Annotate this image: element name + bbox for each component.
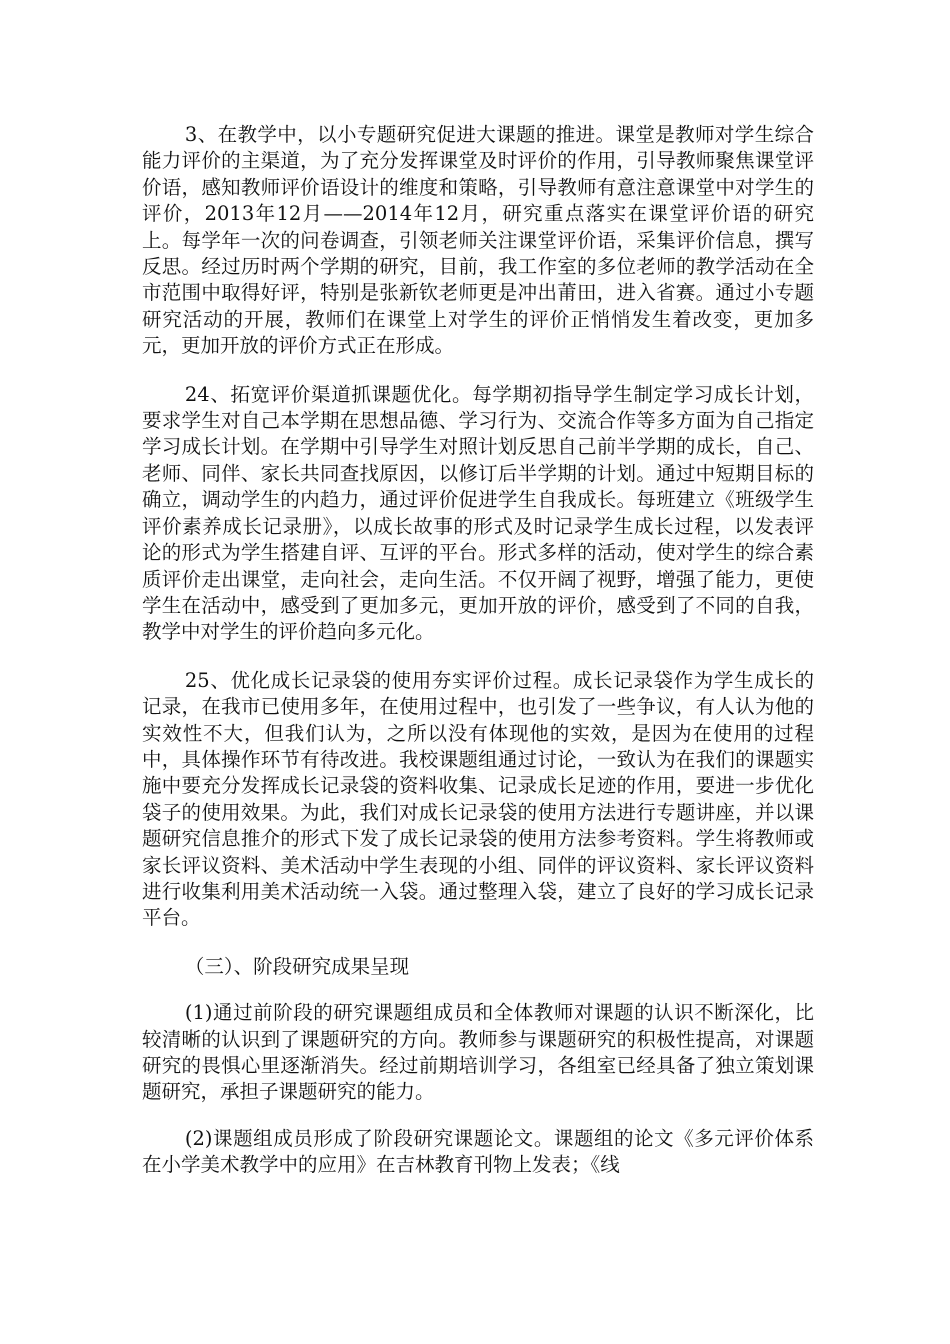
paragraph-item-24: 24、拓宽评价渠道抓课题优化。每学期初指导学生制定学习成长计划，要求学生对自己本学期在思想品德、学习行为、交流合作等多方面为自己指定学习成长计划。在学期中引导学生对照计划反思自己前半学期的成长，自己、老师、同伴、家长共同查找原因，以修订后半学期的计划。通过中短期目标的确立，调动学生的内趋力，通过评价促进学生自我成长。每班建立《班级学生评价素养成长记录册》，以成长故事的形式及时记录学生成长过程，以发表评论的形式为学生搭建自评、互评的平台。形式多样的活动，使对学生的综合素质评价走出课堂，走向社会，走向生活。不仅开阔了视野，增强了能力，更使学生在活动中，感受到了更加多元，更加开放的评价，感受到了不同的自我，教学中对学生的评价趋向多元化。 bbox=[142, 382, 814, 644]
paragraph-item-25: 25、优化成长记录袋的使用夯实评价过程。成长记录袋作为学生成长的记录，在我市已使用多年，在使用过程中，也引发了一些争议，有人认为他的实效性不大，但我们认为，之所以没有体现他的实效，是因为在使用的过程中，具体操作环节有待改进。我校课题组通过讨论，一致认为在我们的课题实施中要充分发挥成长记录袋的资料收集、记录成长足迹的作用，要进一步优化袋子的使用效果。为此，我们对成长记录袋的使用方法进行专题讲座，并以课题研究信息推介的形式下发了成长记录袋的使用方法参考资料。学生将教师或家长评议资料、美术活动中学生表现的小组、同伴的评议资料、家长评议资料进行收集利用美术活动统一入袋。通过整理入袋，建立了良好的学习成长记录平台。 bbox=[142, 668, 814, 930]
section-heading: （三）、阶段研究成果呈现 bbox=[184, 954, 410, 978]
result-item-1: (1)通过前阶段的研究课题组成员和全体教师对课题的认识不断深化，比较清晰的认识到了课题研究的方向。教师参与课题研究的积极性提高，对课题研究的畏惧心里逐渐消失。经过前期培训学习，各组室已经具备了独立策划课题研究，承担子课题研究的能力。 bbox=[142, 1001, 814, 1104]
paragraph-spacer bbox=[142, 360, 814, 382]
paragraph-item-3: 3、在教学中，以小专题研究促进大课题的推进。课堂是教师对学生综合能力评价的主渠道，为了充分发挥课堂及时评价的作用，引导教师聚焦课堂评价语，感知教师评价语设计的维度和策略，引导教师有意注意课堂中对学生的评价，2013年12月——2014年12月，研究重点落实在课堂评价语的研究上。每学年一次的问卷调查，引领老师关注课堂评价语，采集评价信息，撰写反思。经过历时两个学期的研究，目前，我工作室的多位老师的教学活动在全市范围中取得好评，特别是张新钦老师更是冲出莆田，进入省赛。通过小专题研究活动的开展，教师们在课堂上对学生的评价正悄悄发生着改变，更加多元，更加开放的评价方式正在形成。 bbox=[142, 123, 814, 358]
paragraph-spacer bbox=[142, 980, 814, 1000]
paragraph-spacer bbox=[142, 932, 814, 954]
paragraph-spacer bbox=[142, 646, 814, 668]
result-item-2: (2)课题组成员形成了阶段研究课题论文。课题组的论文《多元评价体系在小学美术教学中的应用》在吉林教育刊物上发表；《线 bbox=[142, 1126, 814, 1177]
document-body bbox=[142, 122, 814, 1179]
paragraph-spacer bbox=[142, 1106, 814, 1126]
